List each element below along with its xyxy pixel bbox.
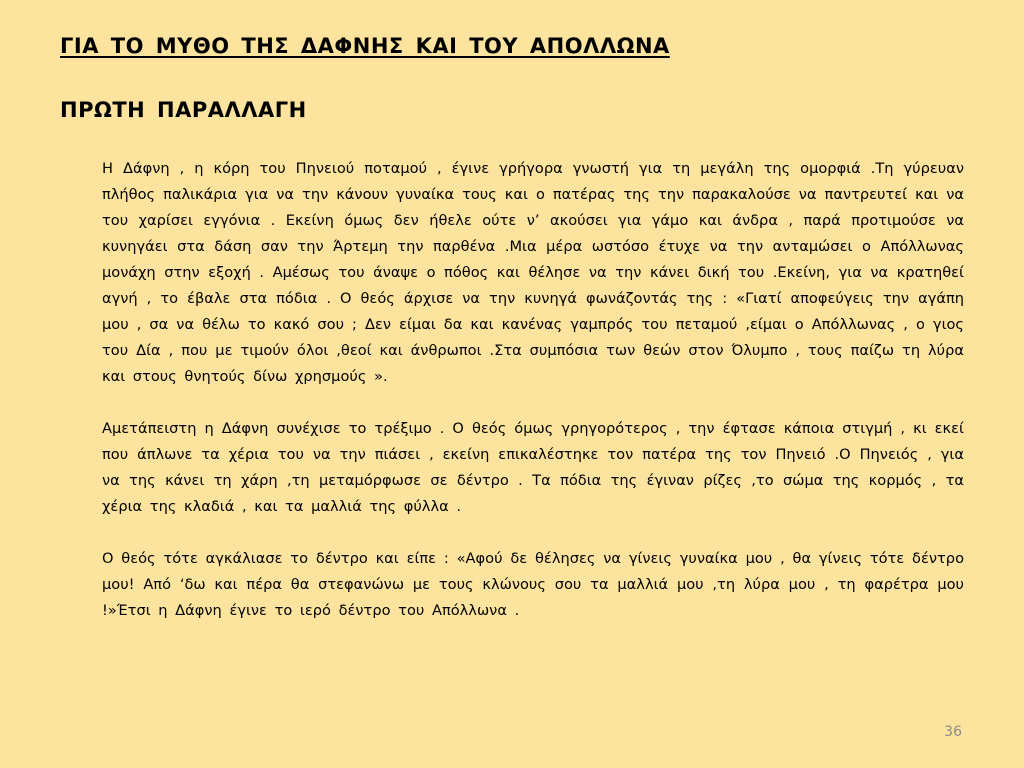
paragraph-1: Η Δάφνη , η κόρη του Πηνειού ποταμού , έγινε γρήγορα γνωστή για τη μεγάλη της ομορφιά .Τη γύρευαν πλήθος παλικάρια για να την κάνουν γυναίκα τους και ο πατέρας της την παρακαλούσε να παντρευτεί και να του χαρίσει εγγόνια . Εκείνη όμως δεν ήθελε ούτε ν’ ακούσει για γάμο και άνδρα , παρά προτιμούσε να κυνηγάει στα δάση σαν την Άρτεμη την παρθένα .Μια μέρα ωστόσο έτυχε να την ανταμώσει ο Απόλλωνας μονάχη στην εξοχή . Αμέσως του άναψε ο πόθος και θέλησε να την κάνει δική του .Εκείνη, για να κρατηθεί αγνή , το έβαλε στα πόδια . Ο θεός άρχισε να την κυνηγά φωνάζοντάς της : «Γιατί αποφεύγεις την αγάπη μου , σα να θέλω το κακό σου ; Δεν είμαι δα και κανένας γαμπρός του πεταμού ,είμαι ο Απόλλωνας , ο γιος του Δία , που με τιμούν όλοι ,θεοί και άνθρωποι .Στα συμπόσια των θεών στον Όλυμπο , τους παίζω τη λύρα και στους θνητούς δίνω χρησμούς ». — [102, 160, 964, 385]
paragraph-2: Αμετάπειστη η Δάφνη συνέχισε το τρέξιμο . Ο θεός όμως γρηγορότερος , την έφτασε κάποια στιγμή , κι εκεί που άπλωνε τα χέρια του να την πιάσει , εκείνη επικαλέστηκε τον πατέρα της τον Πηνειό .Ο Πηνειός , για να της κάνει τη χάρη ,τη μεταμόρφωσε σε δέντρο . Τα πόδια της έγιναν ρίζες ,το σώμα της κορμός , τα χέρια της κλαδιά , και τα μαλλιά της φύλλα . — [102, 420, 964, 515]
paragraph-3: Ο θεός τότε αγκάλιασε το δέντρο και είπε : «Αφού δε θέλησες να γίνεις γυναίκα μου , θα γίνεις τότε δέντρο μου! Από ‘δω και πέρα θα στεφανώνω με τους κλώνους σου τα μαλλιά μου ,τη λύρα μου , τη φαρέτρα μου !»Έτσι η Δάφνη έγινε το ιερό δέντρο του Απόλλωνα . — [102, 550, 964, 619]
page-number: 36 — [944, 724, 962, 740]
slide-subtitle: ΠΡΩΤΗ ΠΑΡΑΛΛΑΓΗ — [60, 98, 307, 122]
slide-body — [102, 156, 964, 650]
slide-title: ΓΙΑ ΤΟ ΜΥΘΟ ΤΗΣ ΔΑΦΝΗΣ ΚΑΙ ΤΟΥ ΑΠΟΛΛΩΝΑ — [60, 34, 670, 58]
